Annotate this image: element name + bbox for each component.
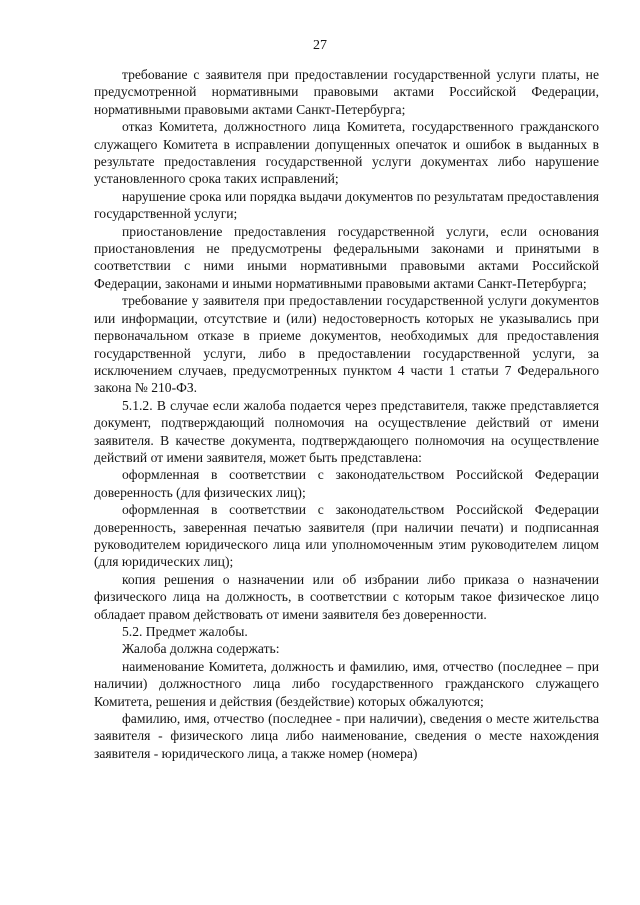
paragraph-power-of-attorney-legal-entities: оформленная в соответствии с законодательством Российской Федерации доверенность, заверенная печатью заявителя (при наличии печати) и подписанная руководителем юридического лица или уполномоченным этим руководителем лицом (для юридических лиц); — [94, 502, 599, 570]
paragraph-committee-name: наименование Комитета, должность и фамилию, имя, отчество (последнее – при наличии) должностного лица либо государственного гражданского служащего Комитета, решения и действия (бездействие) которых обжалуются; — [94, 658, 599, 709]
paragraph-fee-requirement: требование с заявителя при предоставлении государственной услуги платы, не предусмотренной нормативными правовыми актами Российской Федерации, нормативными правовыми актами Санкт-Петербурга; — [94, 67, 599, 117]
paragraph-documents-requirement: требование у заявителя при предоставлении государственной услуги документов или информации, отсутствие и (или) недостоверность которых не указывались при первоначальном отказе в приеме документов, необходимых для предоставления государственной услуги, либо в предоставлении государственной услуги, за исключением случаев, предусмотренных пунктом 4 части 1 статьи 7 Федерального закона № 210-ФЗ. — [94, 293, 599, 396]
paragraph-complaint-contents-intro: Жалоба должна содержать: — [122, 641, 280, 657]
paragraph-appointment-decision: копия решения о назначении или об избрании либо приказа о назначении физического лица на должность, в соответствии с которым такое физическое лицо обладает правом действовать от имени заявителя без доверенности. — [94, 571, 599, 622]
paragraph-deadline-violation: нарушение срока или порядка выдачи документов по результатам предоставления государственной услуги; — [94, 188, 599, 222]
section-heading-complaint-subject: 5.2. Предмет жалобы. — [122, 624, 248, 639]
paragraph-power-of-attorney-individuals: оформленная в соответствии с законодательством Российской Федерации доверенность (для физических лиц); — [94, 467, 599, 500]
paragraph-representative: 5.1.2. В случае если жалоба подается через представителя, также представляется документ, подтверждающий полномочия на осуществление действий от имени заявителя. В качестве документа, подтверждающего полномочия на осуществление действий от имени заявителя, может быть представлена: — [94, 397, 599, 465]
page-number: 27 — [313, 38, 327, 53]
paragraph-suspension: приостановление предоставления государственной услуги, если основания приостановления не предусмотрены федеральными законами и принятыми в соответствии с ними иными нормативными правовыми актами Российской Федерации, законами и иными нормативными правовыми актами Санкт-Петербурга; — [94, 223, 599, 291]
document-body — [94, 66, 599, 762]
paragraph-refusal-to-correct: отказ Комитета, должностного лица Комитета, государственного гражданского служащего Комитета в исправлении допущенных опечаток и ошибок в выданных в результате предоставления государственной услуги документах либо нарушение установленного срока таких исправлений; — [94, 119, 599, 187]
paragraph-applicant-details: фамилию, имя, отчество (последнее - при наличии), сведения о месте жительства заявителя - физического лица либо наименование, сведения о месте нахождения заявителя - юридического лица, а также номер (номера) — [94, 711, 599, 761]
